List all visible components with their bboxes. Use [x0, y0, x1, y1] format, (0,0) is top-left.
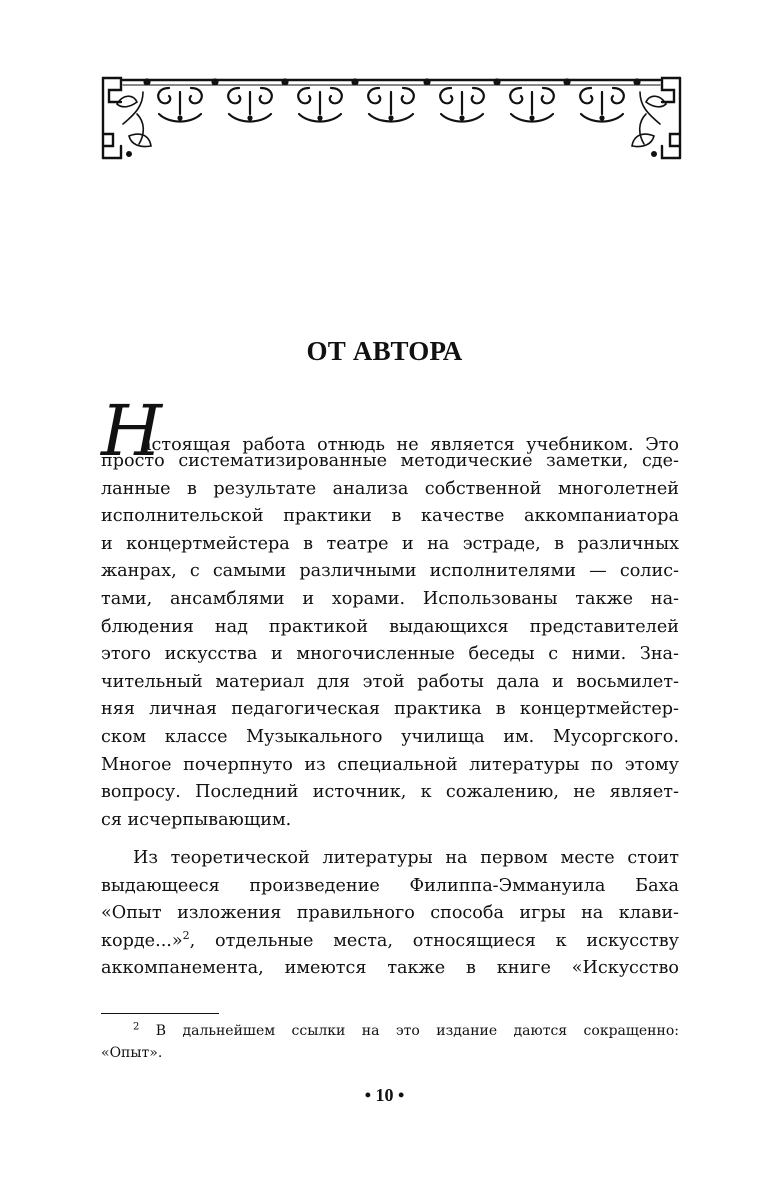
paragraph-1 [101, 448, 679, 834]
paragraph-1-line: жанрах, с самыми различными исполнителями — солис- [101, 561, 679, 582]
paragraph-2-line: Из теоретической литературы на первом месте стоит [133, 848, 679, 868]
paragraph-1-line: ланные в результате анализа собственной многолетней [101, 478, 679, 499]
footnote-line: «Опыт». [101, 1045, 163, 1061]
footnote-divider [101, 1013, 219, 1014]
paragraph-1-line: просто систематизированные методические заметки, сде- [101, 451, 679, 471]
text-segment: , отдельные места, относящиеся к искусству [189, 930, 679, 951]
footnote-reference[interactable]: 2 [182, 928, 190, 942]
paragraph-1-line: чительный материал для этой работы дала и восьмилет- [101, 671, 679, 692]
paragraph-2-line: аккомпанемента, имеются также в книге «Искусство [101, 958, 679, 979]
paragraph-1-line: ся исчерпывающим. [101, 809, 292, 830]
drop-cap: Н [101, 390, 163, 472]
page-number: • 10 • [364, 1085, 405, 1105]
paragraph-1-line: блюдения над практикой выдающихся представителей [101, 616, 679, 637]
paragraph-2-line: выдающееся произведение Филиппа-Эммануила Баха [101, 875, 679, 896]
chapter-title: ОТ АВТОРА [306, 336, 463, 366]
paragraph-1-line: ском классе Музыкального училища им. Мусоргского. [101, 726, 679, 747]
paragraph-1-line: няя личная педагогическая практика в концертмейстер- [101, 699, 679, 720]
ornamental-header-border [99, 74, 684, 162]
paragraph-1-line: исполнительской практики в качестве аккомпаниатора [101, 506, 679, 527]
paragraph-2 [101, 845, 679, 983]
paragraph-1-line: и концертмейстера в театре и на эстраде, в различных [101, 533, 679, 554]
paragraph-1-line: этого искусства и многочисленные беседы с ними. Зна- [101, 644, 679, 665]
paragraph-1-line: вопросу. Последний источник, к сожалению, не являет- [101, 782, 679, 803]
footnote-marker: 2 [133, 1021, 140, 1033]
paragraph-1-line: тами, ансамблями и хорами. Использованы также на- [101, 588, 679, 609]
paragraph-2-line-with-footnote [101, 928, 679, 956]
paragraph-1-first-line: астоящая работа отнюдь не является учебником. Это [141, 435, 679, 455]
footnote [101, 1020, 679, 1064]
paragraph-2-line: «Опыт изложения правильного способа игры на клави- [101, 903, 679, 924]
footnote-text: В дальнейшем ссылки на это издание даются сокращенно: [139, 1023, 679, 1039]
footnote-line [101, 1020, 679, 1042]
paragraph-1-line: Многое почерпнуто из специальной литературы по этому [101, 754, 679, 775]
text-segment: корде...» [101, 930, 183, 951]
